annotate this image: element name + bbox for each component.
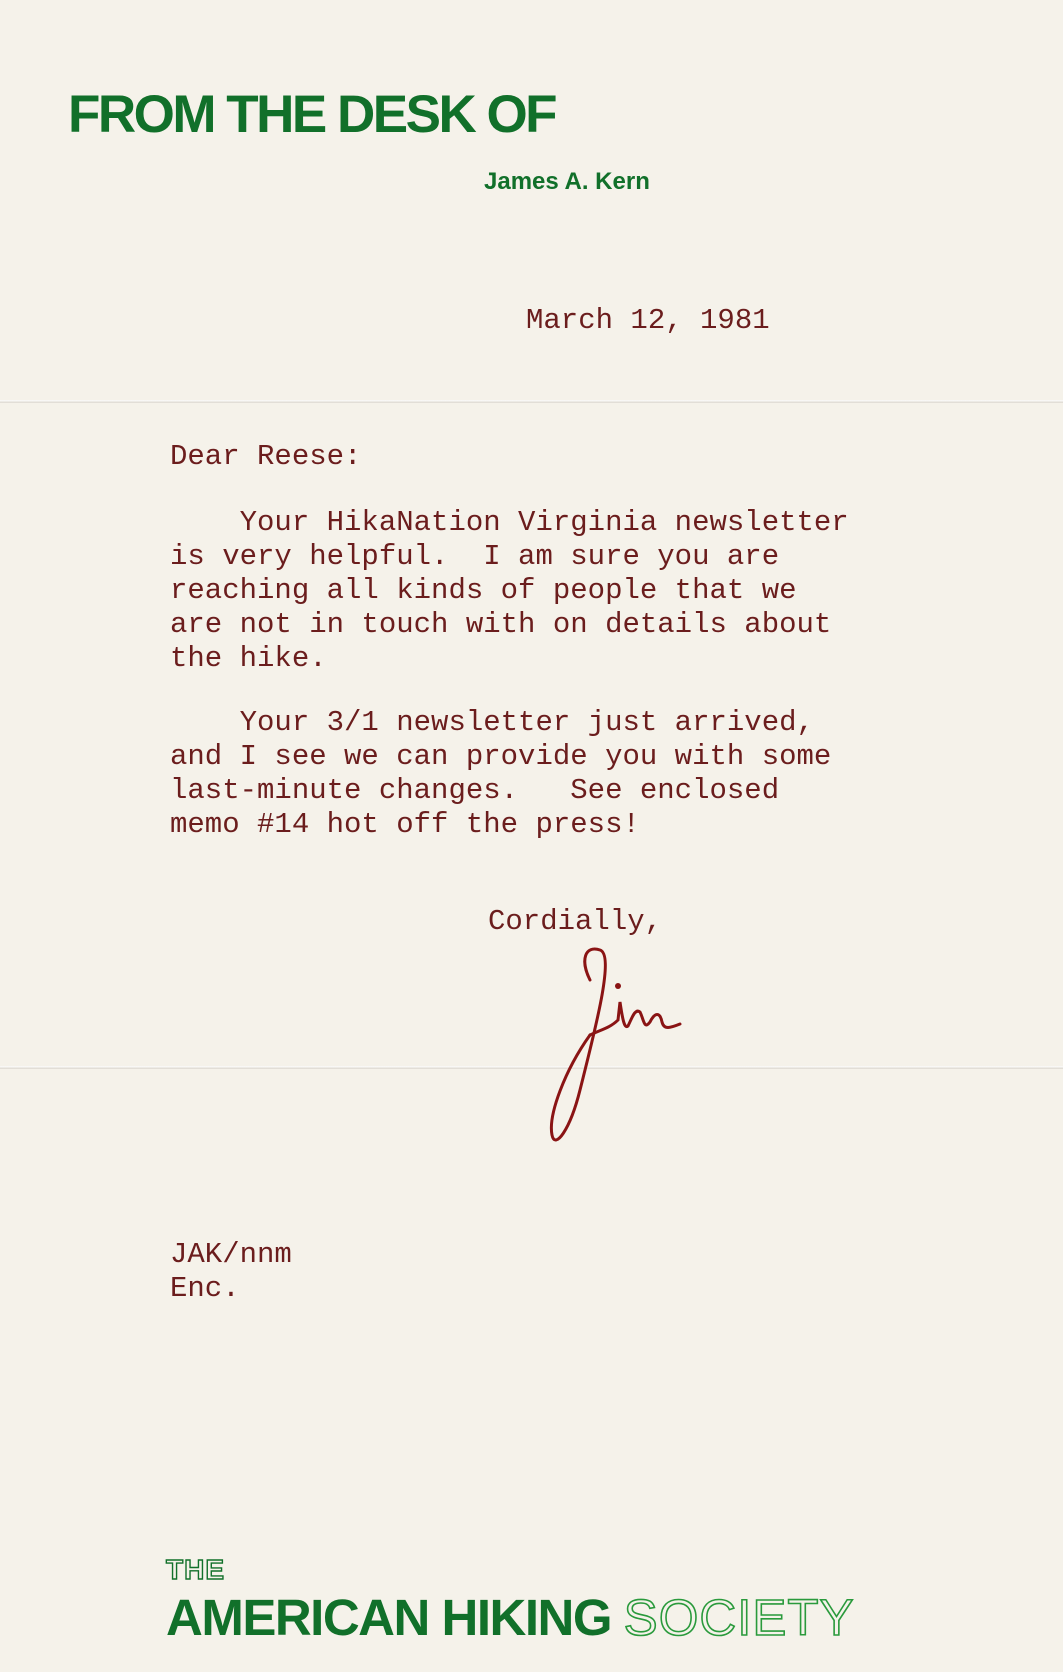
footer-organization xyxy=(166,1588,855,1647)
reference-block xyxy=(170,1238,292,1306)
paper-fold-upper xyxy=(0,400,1063,403)
letterhead-name: James A. Kern xyxy=(484,168,650,195)
enclosure-note: Enc. xyxy=(170,1272,240,1305)
letter-salutation: Dear Reese: xyxy=(170,440,362,473)
footer-org-outline: SOCIETY xyxy=(623,1589,855,1646)
letter-closing: Cordially, xyxy=(488,905,663,938)
letter-paragraph-1: Your HikaNation Virginia newsletter is very helpful. I am sure you are reaching all kinds of people that we are not in touch with on details about the hike. xyxy=(170,506,849,675)
letter-date: March 12, 1981 xyxy=(526,304,770,337)
reference-initials: JAK/nnm xyxy=(170,1238,292,1271)
signature xyxy=(540,940,740,1150)
letter-paragraph-2: Your 3/1 newsletter just arrived, and I see we can provide you with some last-minute changes. See enclosed memo #14 hot off the press! xyxy=(170,706,832,841)
footer-org-solid: AMERICAN HIKING xyxy=(166,1589,624,1646)
paper-fold-lower xyxy=(0,1066,1063,1069)
letterhead-title: FROM THE DESK OF xyxy=(68,85,556,144)
footer-the: THE xyxy=(166,1554,225,1585)
